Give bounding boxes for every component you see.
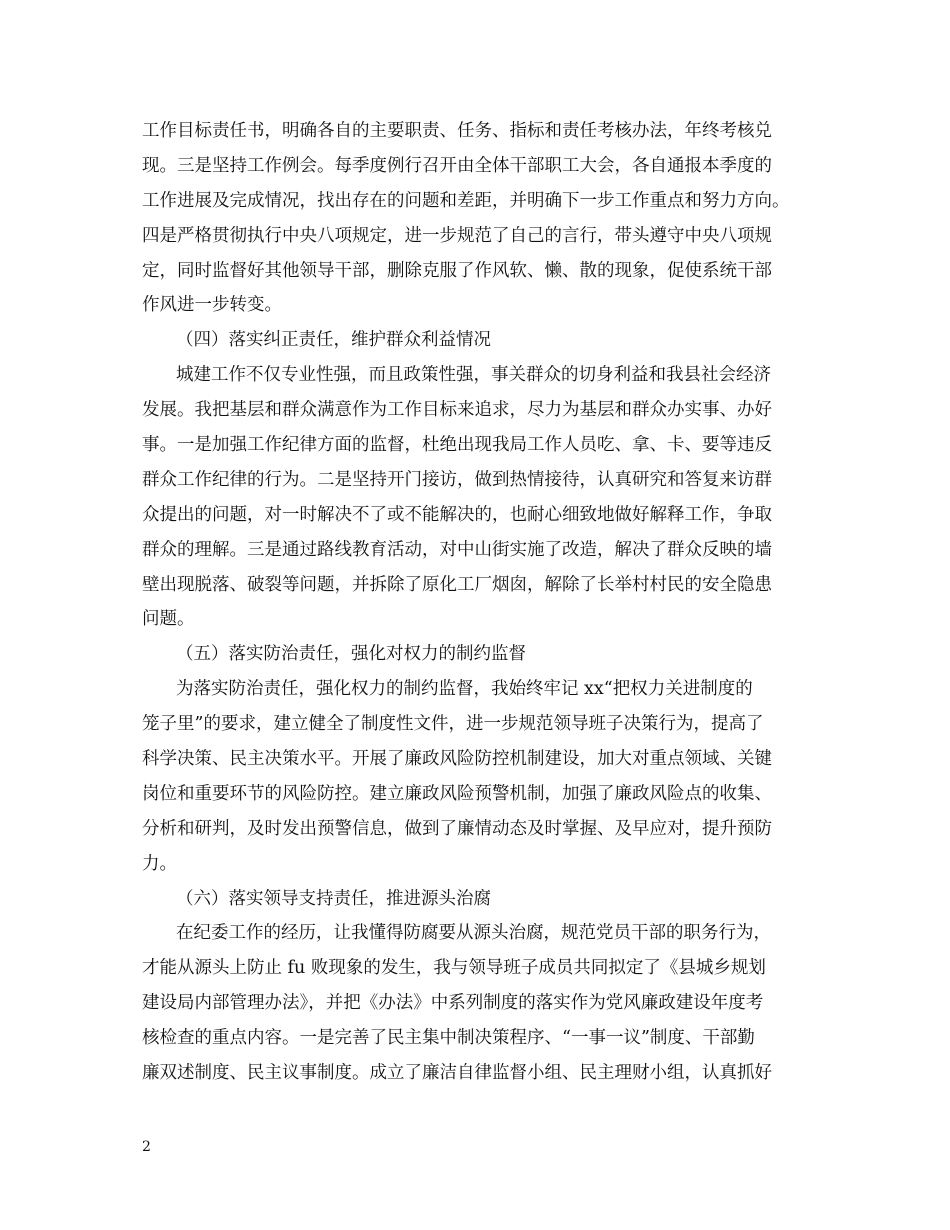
text-line: 四是严格贯彻执行中央八项规定，进一步规范了自己的言行，带头遵守中央八项规	[142, 225, 772, 246]
body-text	[142, 114, 817, 1091]
text-line: 科学决策、民主决策水平。开展了廉政风险防控机制建设，加大对重点领域、关键	[142, 749, 772, 770]
text-line: 分析和研判，及时发出预警信息，做到了廉情动态及时掌握、及早应对，提升预防	[142, 818, 772, 839]
text-line: 工作进展及完成情况，找出存在的问题和差距，并明确下一步工作重点和努力方向。	[142, 190, 790, 211]
text-line: 作风进一步转变。	[142, 295, 282, 316]
text-line: 岗位和重要环节的风险防控。建立廉政风险预警机制，加强了廉政风险点的收集、	[142, 783, 772, 804]
text-line: 核检查的重点内容。一是完善了民主集中制决策程序、“一事一议”制度、干部勤	[142, 1028, 755, 1049]
text-line: 力。	[142, 853, 177, 874]
text-line: 现。三是坚持工作例会。每季度例行召开由全体干部职工大会，各自通报本季度的	[142, 155, 772, 176]
text-line: 事。一是加强工作纪律方面的监督，杜绝出现我局工作人员吃、拿、卡、要等违反	[142, 435, 772, 456]
text-line: 群众的理解。三是通过路线教育活动，对中山街实施了改造，解决了群众反映的墙	[142, 539, 772, 560]
text-line: 问题。	[142, 609, 195, 630]
paragraph-first-line: 为落实防治责任，强化权力的制约监督，我始终牢记 xx“把权力关进制度的	[176, 679, 753, 700]
text-line: 定，同时监督好其他领导干部，删除克服了作风软、懒、散的现象，促使系统干部	[142, 260, 772, 281]
text-line: 才能从源头上防止 fu 败现象的发生，我与领导班子成员共同拟定了《县城乡规划	[142, 958, 766, 979]
page-number: 2	[142, 1139, 151, 1155]
text-line: 群众工作纪律的行为。二是坚持开门接访，做到热情接待，认真研究和答复来访群	[142, 469, 772, 490]
text-line: 众提出的问题，对一时解决不了或不能解决的，也耐心细致地做好解释工作，争取	[142, 504, 772, 525]
text-line: 发展。我把基层和群众满意作为工作目标来追求，尽力为基层和群众办实事、办好	[142, 400, 772, 421]
section-heading: （四）落实纠正责任，维护群众利益情况	[176, 330, 491, 351]
text-line: 建设局内部管理办法》，并把《办法》中系列制度的落实作为党风廉政建设年度考	[142, 993, 764, 1014]
paragraph-first-line: 城建工作不仅专业性强，而且政策性强，事关群众的切身利益和我县社会经济	[176, 365, 771, 386]
paragraph-first-line: 在纪委工作的经历，让我懂得防腐要从源头治腐，规范党员干部的职务行为，	[176, 923, 771, 944]
text-line: 笼子里”的要求，建立健全了制度性文件，进一步规范领导班子决策行为，提高了	[142, 714, 764, 735]
text-line: 工作目标责任书，明确各自的主要职责、任务、指标和责任考核办法，年终考核兑	[142, 121, 772, 141]
text-line: 壁出现脱落、破裂等问题，并拆除了原化工厂烟囱，解除了长举村村民的安全隐患	[142, 574, 772, 595]
section-heading: （五）落实防治责任，强化对权力的制约监督	[176, 644, 526, 665]
text-line: 廉双述制度、民主议事制度。成立了廉洁自律监督小组、民主理财小组，认真抓好	[142, 1063, 772, 1084]
section-heading: （六）落实领导支持责任，推进源头治腐	[176, 888, 491, 909]
